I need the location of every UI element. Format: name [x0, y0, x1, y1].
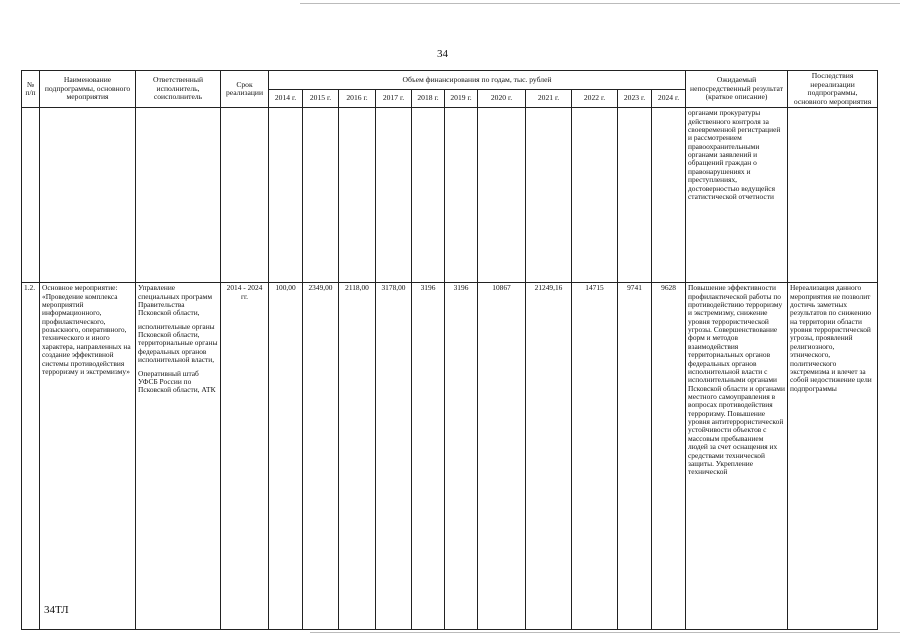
header-num: № п/п: [22, 71, 40, 108]
value-2022: 14715: [572, 283, 618, 630]
header-row: [22, 71, 878, 90]
page-number: 34: [437, 48, 448, 60]
table-row-1-2: [22, 283, 878, 630]
cell-empty: [339, 108, 376, 283]
cell-empty: [445, 108, 478, 283]
cell-empty: [788, 108, 878, 283]
value-2015: 2349,00: [303, 283, 339, 630]
row-consequence: Нереализация данного мероприятия не позволит достичь заметных результатов по снижению на территории области уровня террористической угрозы, проявлений религиозного, этнического, политического экстремизма и влечет за собой недостижение цели подпрограммы: [788, 283, 878, 630]
financing-table: [21, 70, 878, 630]
cell-empty: [376, 108, 412, 283]
header-year-2014: 2014 г.: [269, 89, 303, 108]
header-year-2020: 2020 г.: [478, 89, 526, 108]
executor-part: исполнительные органы Псковской области, территориальные органы федеральных органов исполнительной власти,: [138, 321, 218, 365]
row-result: Повышение эффективности профилактической работы по противодействию терроризму и экстремизму, снижение уровня террористической угрозы. Совершенствование форм и методов взаимодействия территориальных органов федеральных органов исполнительной власти с исполнительными органами Псковской области и органами местного самоуправления в вопросах противодействия терроризму. Повышение уровня антитеррористической устойчивости объектов с массовым пребыванием людей за счет оснащения их средствами технической защиты. Укрепление технической: [686, 283, 788, 630]
value-2017: 3178,00: [376, 283, 412, 630]
header-year-2024: 2024 г.: [652, 89, 686, 108]
header-executor: Ответственный исполнитель, соисполнитель: [136, 71, 221, 108]
cell-empty: [303, 108, 339, 283]
value-2018: 3196: [412, 283, 445, 630]
executor-part: Управление специальных программ Правительства Псковской области,: [138, 283, 213, 318]
cell-empty: [652, 108, 686, 283]
cell-empty: [40, 108, 136, 283]
cell-empty: [572, 108, 618, 283]
row-name: Основное мероприятие: «Проведение комплекса мероприятий информационного, профилактического, розыскного, оперативного, технического и иного характера, направленных на создание эффективной системы противодействия терроризму и экстремизму»: [40, 283, 136, 630]
cell-empty: [412, 108, 445, 283]
cell-empty: [136, 108, 221, 283]
cell-empty: [22, 108, 40, 283]
cell-empty: [618, 108, 652, 283]
cell-empty: [478, 108, 526, 283]
header-year-2018: 2018 г.: [412, 89, 445, 108]
value-2016: 2118,00: [339, 283, 376, 630]
cell-empty: [221, 108, 269, 283]
scan-edge-bottom: [310, 632, 900, 633]
header-consequence: Последствия нереализации подпрограммы, основного мероприятия: [788, 71, 878, 108]
scan-edge-top: [300, 3, 900, 4]
value-2023: 9741: [618, 283, 652, 630]
header-period: Срок реализации: [221, 71, 269, 108]
continuation-result: органами прокуратуры действенного контроля за своевременной регистрацией и рассмотрением правоохранительными органами заявлений и обращений граждан о правонарушениях и преступлениях, достоверностью ведущейся статистической отчетности: [686, 108, 788, 283]
header-year-2023: 2023 г.: [618, 89, 652, 108]
cell-empty: [526, 108, 572, 283]
value-2024: 9628: [652, 283, 686, 630]
header-year-2021: 2021 г.: [526, 89, 572, 108]
header-year-2015: 2015 г.: [303, 89, 339, 108]
header-name: Наименование подпрограммы, основного мероприятия: [40, 71, 136, 108]
header-year-2022: 2022 г.: [572, 89, 618, 108]
header-year-2016: 2016 г.: [339, 89, 376, 108]
row-executor: [136, 283, 221, 630]
footer-code: 34ТЛ: [44, 604, 69, 616]
header-year-2019: 2019 г.: [445, 89, 478, 108]
value-2019: 3196: [445, 283, 478, 630]
header-finance: Объем финансирования по годам, тыс. рублей: [269, 71, 686, 90]
executor-part: Оперативный штаб УФСБ России по Псковской области, АТК: [138, 368, 216, 395]
header-result: Ожидаемый непосредственный результат (краткое описание): [686, 71, 788, 108]
row-number: 1.2.: [22, 283, 40, 630]
value-2014: 100,00: [269, 283, 303, 630]
cell-empty: [269, 108, 303, 283]
row-period: 2014 - 2024 гг.: [221, 283, 269, 630]
value-2021: 21249,16: [526, 283, 572, 630]
header-year-2017: 2017 г.: [376, 89, 412, 108]
value-2020: 10867: [478, 283, 526, 630]
table-row-continuation: [22, 108, 878, 283]
